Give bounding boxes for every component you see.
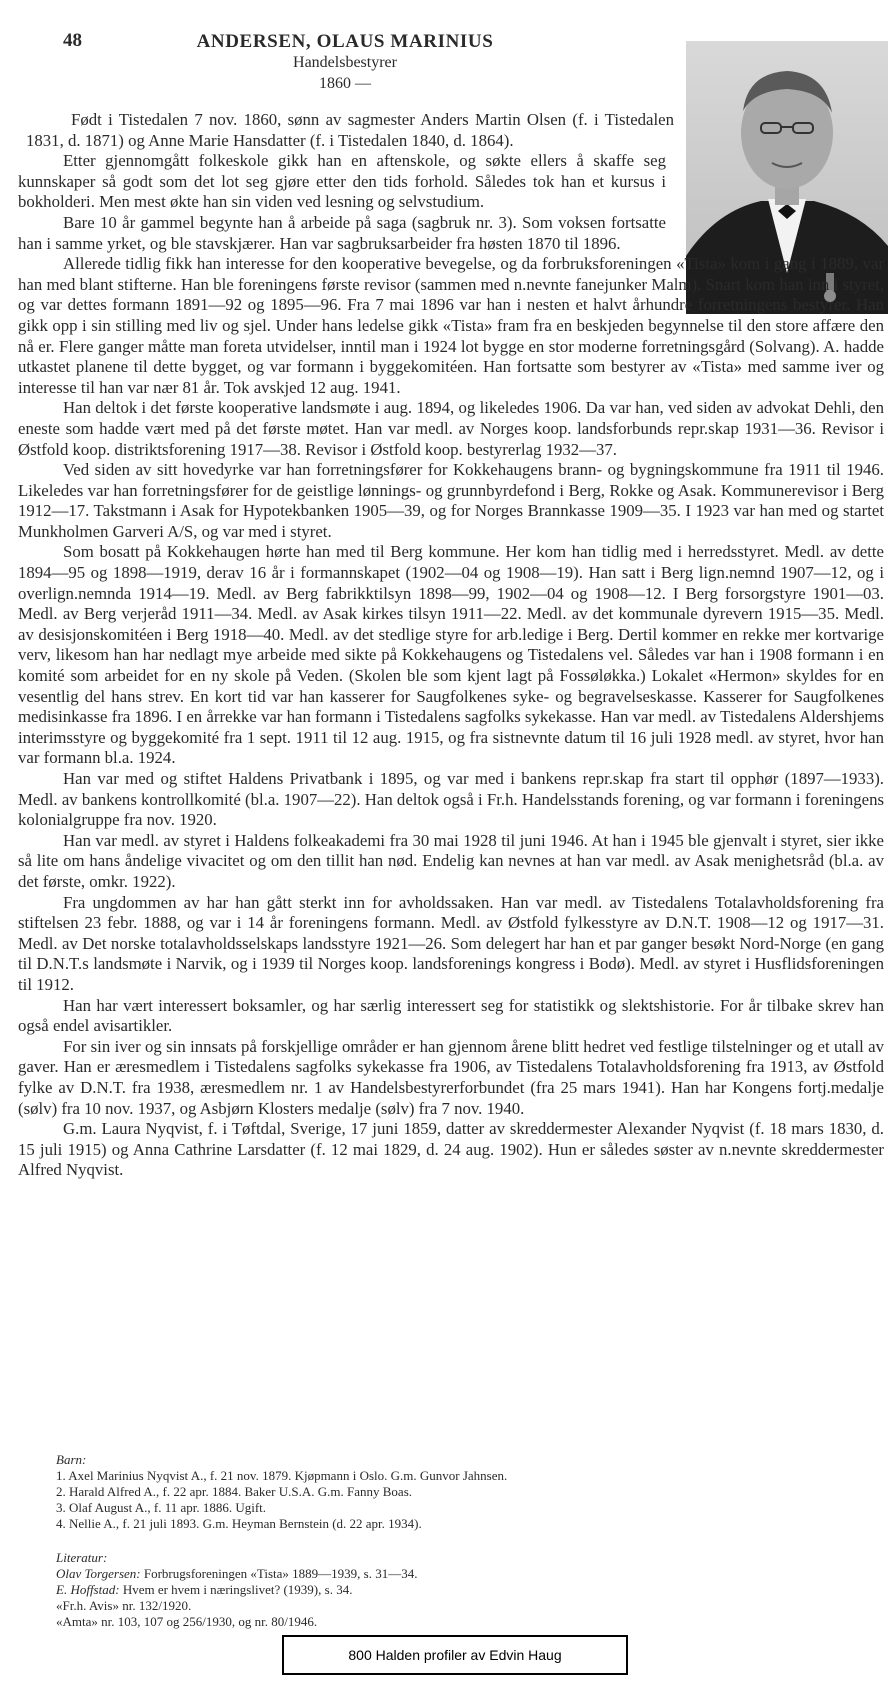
paragraph-early-work: Bare 10 år gammel begynte han å arbeide på saga (sagbruk nr. 3). Som voksen fortsatte han i samme yrket, og ble stavskjærer. Han var sagbruksarbeider fra høsten 1870 til 1896. bbox=[18, 212, 666, 253]
literature-list bbox=[56, 1550, 856, 1630]
list-item: 2. Harald Alfred A., f. 22 apr. 1884. Baker U.S.A. G.m. Fanny Boas. bbox=[56, 1484, 413, 1499]
paragraph-interests: Han har vært interessert boksamler, og har særlig interessert seg for statistikk og slektshistorie. For år tilbake skrev han også endel avisartikler. bbox=[18, 995, 884, 1036]
person-years: 1860 — bbox=[319, 75, 371, 92]
paragraph-tista: Allerede tidlig fikk han interesse for den kooperative bevegelse, og da forbruksforeningen «Tista» kom i gang i 1889, var han med blant stifterne. Han ble foreningens første revisor (sammen med n.nevnte fanejunker Malm). Snart kom han inn i styret, og var dettes formann 1891—92 og 1895—96. Fra 7 mai 1896 var han i nesten et halvt århundre forretningens bestyrer. Han gikk opp i sin stilling med liv og sjel. Under hans ledelse gikk «Tista» fram fra en beskjeden begynnelse til den store affære den nå er. Flere ganger måtte man foreta utvidelser, inntil man i 1924 lot bygge en stor moderne forretningsgård (Solvang). A. hadde utkastet planene til dette bygget, og var formann i byggekomitéen. Han fortsatte som bestyrer av «Tista» med samme iver og interesse til han var nær 81 år. Tok avskjed 12 aug. 1941. bbox=[18, 254, 884, 397]
literature-title: «Amta» nr. 103, 107 og 256/1930, og nr. 80/1946. bbox=[56, 1614, 318, 1629]
children-list bbox=[56, 1452, 856, 1532]
paragraph-education: Etter gjennomgått folkeskole gikk han en aftenskole, og søkte ellers å skaffe seg kunnskaper så godt som det lot seg gjøre etter den tids forhold. Således tok han et kursus i bokholderi. Men mest økte han sin viden ved lesning og selvstudium. bbox=[18, 151, 666, 212]
list-item: 4. Nellie A., f. 21 juli 1893. G.m. Heyman Bernstein (d. 22 apr. 1934). bbox=[56, 1516, 422, 1531]
paragraph-honours: For sin iver og sin innsats på forskjellige områder er han gjennom årene blitt hedret ved festlige tilstelninger og et utall av gaver. Han er æresmedlem i Tistedalens sagfolks sykekasse fra 1906, av Tistedalens Totalavholdsforening fra 1913, av Østfold fylke av D.N.T. fra 1938, æresmedlem nr. 1 av Handelsbestyrerforbundet (fra 25 mars 1941). Han har Kongens fortj.medalje (sølv) fra 10 nov. 1937, og Asbjørn Klosters medalje (sølv) fra 7 nov. 1940. bbox=[18, 1036, 884, 1118]
paragraph-landsmote: Han deltok i det første kooperative landsmøte i aug. 1894, og likeledes 1906. Da var han, ved siden av advokat Dehli, den eneste som hadde vært med på det første møtet. Han var medl. av Norges koop. landsforbunds repr.skap 1931—36. Revisor i Østfold koop. distriktsforening 1917—38. Revisor i Østfold koop. bestyrerlag 1932—37. bbox=[18, 398, 884, 459]
literature-author: Olav Torgersen: bbox=[56, 1566, 141, 1581]
list-item: 1. Axel Marinius Nyqvist A., f. 21 nov. 1879. Kjøpmann i Oslo. G.m. Gunvor Jahnsen. bbox=[56, 1468, 508, 1483]
source-caption-box bbox=[282, 1635, 628, 1675]
paragraph-side-jobs: Ved siden av sitt hovedyrke var han forretningsfører for Kokkehaugens brann- og bygningskommune fra 1911 til 1946. Likeledes var han forretningsfører for de geistlige lønnings- og grunnbyrdefond i Berg, Rokke og Asak. Kommunerevisor i Berg 1912—17. Takstmann i Asak for Hypotekbanken 1905—39, og for Norges Brannkasse 1909—35. I 1923 var han med og startet Munkholmen Garveri A/S, og var med i styret. bbox=[18, 460, 884, 541]
literature-title: «Fr.h. Avis» nr. 132/1920. bbox=[56, 1598, 192, 1613]
list-item: 3. Olaf August A., f. 11 apr. 1886. Ugift. bbox=[56, 1500, 267, 1515]
paragraph-birth: Født i Tistedalen 7 nov. 1860, sønn av sagmester Anders Martin Olsen (f. i Tistedalen 1831, d. 1871) og Anne Marie Hansdatter (f. i Tistedalen 1840, d. 1864). bbox=[26, 110, 674, 150]
literature-title: Hvem er hvem i næringslivet? (1939), s. 34. bbox=[122, 1582, 353, 1597]
paragraph-folkeakademi: Han var medl. av styret i Haldens folkeakademi fra 30 mai 1928 til juni 1946. At han i 1945 ble gjenvalt i styret, sier ikke så lite om hans åndelige vivacitet og om den tillit han nød. Endelig kan nevnes at han var medl. av Asak menighetsråd (bl.a. av det første, omkr. 1922). bbox=[18, 830, 884, 891]
person-occupation: Handelsbestyrer bbox=[293, 54, 397, 71]
paragraph-temperance: Fra ungdommen av har han gått sterkt inn for avholdssaken. Han var medl. av Tistedalens Totalavholdsforening fra stiftelsen 23 febr. 1888, og var i 14 år foreningens formann. Medl. av Østfold fylkesstyre av D.N.T. 1908—12 og 1917—31. Medl. av Det norske totalavholdsselskaps landsstyre 1921—26. Som delegert har han et par ganger besøkt Nord-Norge (en gang til D.N.T.s landsmøte i Narvik, og i 1939 til Norges koop. landsforenings kongress i Bodø). Medl. av styret i Husflidsforeningen til 1912. bbox=[18, 892, 884, 994]
paragraph-marriage: G.m. Laura Nyqvist, f. i Tøftdal, Sverige, 17 juni 1859, datter av skreddermester Alexander Nyqvist (f. 18 mars 1830, d. 15 juli 1915) og Anna Cathrine Larsdatter (f. 12 mai 1829, d. 24 aug. 1902). Hun er således søster av n.nevnte skreddermester Alfred Nyqvist. bbox=[18, 1119, 884, 1180]
paragraph-municipal: Som bosatt på Kokkehaugen hørte han med til Berg kommune. Her kom han tidlig med i herredsstyret. Medl. av dette 1894—95 og 1898—1919, derav 16 år i formannskapet (1902—04 og 1908—19). Han satt i Berg lign.nemnd 1907—12, og i overlign.nemnda 1914—19. Medl. av Berg fabrikktilsyn 1898—99, 1902—04 og 1908—12. I Berg forsorgstyre 1901—03. Medl. av Berg verjeråd 1911—34. Medl. av Asak kirkes tilsyn 1911—22. Medl. av det kommunale dyrevern 1915—35. Medl. av desisjonskomitéen i Berg 1918—40. Medl. av det stedlige styre for arb.ledige i Berg. Dertil kommer en rekke mer kortvarige verv, likesom han har nedlagt mye arbeide med sikte på Kokkehaugens og Tistedalens vel. Således var han i 1908 formann i en komité som arbeidet for en ny skole på Veden. (Skolen ble som kjent lagt på Fossøløkka.) Lokalet «Hermon» skyldes for en vesentlig del hans strev. En kort tid var han kasserer for Saugfolkenes syke- og begravelseskasse. Kasserer for Saugfolkenes medisinkasse fra 1896. I en årrekke var han formann i Tistedalens sagfolks sykekasse. Han var medl. av Tistedalens Aldershjems interimsstyre og byggekomité fra 1 sept. 1911 til 12 aug. 1915, og fra sistnevnte datum til 16 juli 1928 medl. av styret, hvor han var formann bl.a. 1924. bbox=[18, 542, 884, 768]
literature-heading: Literatur: bbox=[56, 1550, 108, 1565]
children-heading: Barn: bbox=[56, 1452, 87, 1467]
person-name: ANDERSEN, OLAUS MARINIUS bbox=[196, 31, 494, 52]
paragraph-bank: Han var med og stiftet Haldens Privatbank i 1895, og var med i bankens repr.skap fra start til opphør (1897—1933). Medl. av bankens kontrollkomité (bl.a. 1907—22). Han deltok også i Fr.h. Handelsstands forening, og var formann i foreningens kolonialgruppe fra nov. 1920. bbox=[18, 769, 884, 830]
list-item bbox=[56, 1614, 856, 1630]
literature-title: Forbrugsforeningen «Tista» 1889—1939, s. 31—34. bbox=[143, 1566, 418, 1581]
source-caption: 800 Halden profiler av Edvin Haug bbox=[348, 1647, 562, 1663]
literature-author: E. Hoffstad: bbox=[56, 1582, 120, 1597]
page-number: 48 bbox=[63, 30, 82, 51]
biography-text bbox=[18, 110, 884, 1181]
list-item bbox=[56, 1582, 856, 1598]
list-item bbox=[56, 1566, 856, 1582]
list-item bbox=[56, 1598, 856, 1614]
